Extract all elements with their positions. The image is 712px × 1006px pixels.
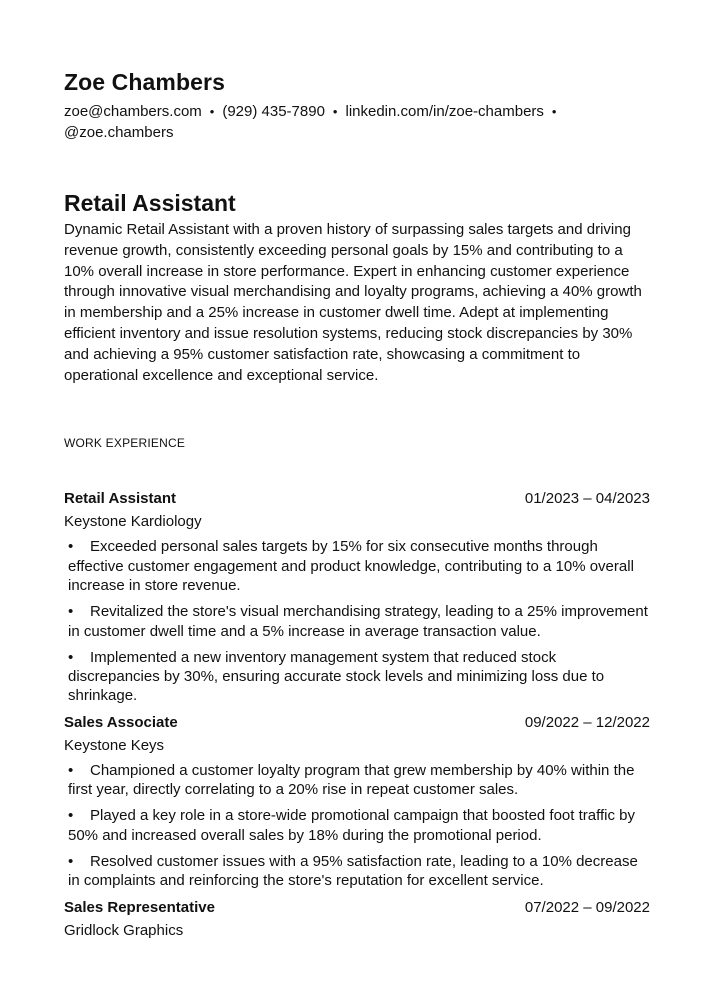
bullet-item: [68, 648, 650, 706]
contact-line: [64, 101, 634, 143]
bullet-icon: •: [68, 603, 74, 621]
bullet-icon: •: [68, 761, 74, 779]
phone-number[interactable]: (929) 435-7890: [222, 103, 325, 120]
job-dates: 07/2022 – 09/2022: [524, 898, 650, 916]
contact-separator: •: [209, 104, 215, 119]
contact-separator: •: [332, 104, 338, 119]
bullet-item: [68, 602, 650, 641]
email-link[interactable]: zoe@chambers.com: [64, 103, 202, 120]
bullet-text: Played a key role in a store-wide promotional campaign that boosted foot traffic by 50% and increased overall sales by 18% during the promotional period.: [68, 807, 636, 844]
job-title: Retail Assistant: [64, 490, 176, 508]
bullet-text: Exceeded personal sales targets by 15% for six consecutive months through effective customer engagement and product knowledge, contributing to a 10% overall increase in store revenue.: [68, 538, 634, 594]
profile-summary: Dynamic Retail Assistant with a proven history of surpassing sales targets and driving revenue growth, consistently exceeding personal goals by 15% and contributing to a 10% overall increase in store performance. Expert in enhancing customer experience through innovative visual merchandising and loyalty programs, achieving a 40% growth in membership and a 25% increase in customer dwell time. Adept at implementing efficient inventory and issue resolution systems, reducing stock discrepancies by 30% and achieving a 95% customer satisfaction rate, showcasing a commitment to operational excellence and exceptional service.: [64, 221, 642, 384]
resume-page: [64, 68, 650, 941]
contact-separator: •: [551, 104, 557, 119]
bullet-icon: •: [68, 852, 74, 870]
job-header: [64, 489, 650, 509]
job-entry: [64, 713, 650, 891]
bullet-text: Championed a customer loyalty program that grew membership by 40% within the first year, directly correlating to a 20% rise in repeat customer sales.: [68, 761, 635, 799]
bullet-item: [68, 852, 650, 891]
bullet-text: Resolved customer issues with a 95% satisfaction rate, leading to a 10% decrease in complaints and reinforcing the store's reputation for excellent service.: [68, 852, 638, 890]
social-handle[interactable]: @zoe.chambers: [64, 124, 174, 141]
bullet-icon: •: [68, 807, 74, 825]
job-dates: 01/2023 – 04/2023: [524, 490, 650, 508]
job-header: [64, 713, 650, 733]
profile-headline: Retail Assistant: [64, 190, 236, 216]
job-dates: 09/2022 – 12/2022: [524, 713, 650, 731]
candidate-name: Zoe Chambers: [64, 69, 225, 95]
bullet-icon: •: [68, 648, 74, 666]
bullet-text: Revitalized the store's visual merchandising strategy, leading to a 25% improvement in customer dwell time and a 5% increase in average transaction value.: [68, 603, 648, 640]
bullet-icon: •: [68, 538, 74, 556]
bullet-item: [68, 537, 650, 595]
job-company: Keystone Keys: [64, 736, 165, 754]
job-title: Sales Representative: [64, 898, 215, 916]
bullet-item: [68, 806, 650, 845]
job-bullets: [64, 537, 650, 705]
linkedin-link[interactable]: linkedin.com/in/zoe-chambers: [345, 103, 544, 120]
work-experience-heading: WORK EXPERIENCE: [64, 436, 186, 451]
job-company: Gridlock Graphics: [64, 921, 184, 939]
bullet-text: Implemented a new inventory management system that reduced stock discrepancies by 30%, ensuring accurate stock levels and minimizing loss due to shrinkage.: [68, 648, 605, 705]
job-entry: [64, 489, 650, 705]
job-company: Keystone Kardiology: [64, 513, 202, 531]
job-title: Sales Associate: [64, 713, 178, 731]
job-bullets: [64, 761, 650, 891]
bullet-item: [68, 761, 650, 800]
job-header: [64, 898, 650, 918]
job-entry: [64, 898, 650, 941]
